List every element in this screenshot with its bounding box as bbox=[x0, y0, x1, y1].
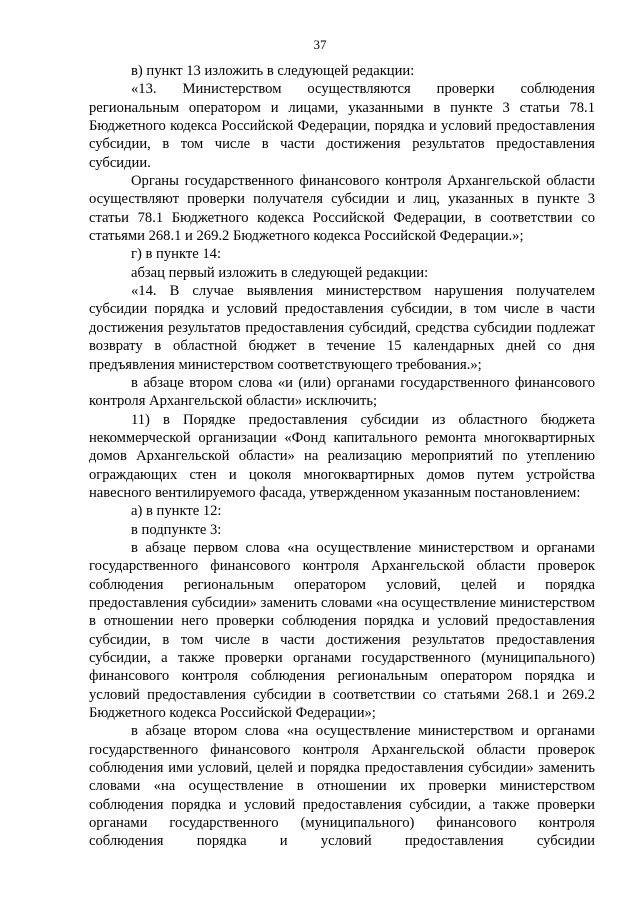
paragraph-first-abzats-replace: в абзаце первом слова «на осуществление министерством и органами государственного финансового контроля Архангельской области проверок соблюдения региональным оператором условий, целей и порядка предоставления субсидии» заменить словами «на осуществление министерством в отношении него проверки соблюдения порядка и условий предоставления субсидии, в том числе в части достижения результатов предоставления субсидии, а также проверки органами государственного (муниципального) финансового контроля соблюдения региональным оператором порядка и условий предоставления субсидии в соответствии со статьями 268.1 и 269.2 Бюджетного кодекса Российской Федерации»; bbox=[89, 539, 595, 722]
paragraph-clause-g: г) в пункте 14: bbox=[131, 246, 221, 263]
paragraph-second-abzats-replace: в абзаце втором слова «на осуществление министерством и органами государственного финансового контроля Архангельской области проверок соблюдения ими условий, целей и порядка предоставления субсидии» заменить словами «на осуществление в отношении их проверки министерством соблюдения порядка и условий предоставления субсидии, а также проверки органами государственного (муниципального) финансового контроля соблюдения порядка и условий предоставления субсидии bbox=[89, 723, 595, 850]
paragraph-item-11: 11) в Порядке предоставления субсидии из областного бюджета некоммерческой организации «Фонд капитального ремонта многоквартирных домов Архангельской области» на реализацию мероприятий по утеплению ограждающих стен и цоколя многоквартирных домов путем устройства навесного вентилируемого фасада, утвержденном указанным постановлением: bbox=[89, 411, 595, 501]
paragraph-second-abzats-exclude: в абзаце втором слова «и (или) органами государственного финансового контроля Архангельской области» исключить; bbox=[89, 374, 595, 410]
paragraph-clause-v: в) пункт 13 изложить в следующей редакции: bbox=[131, 63, 415, 79]
page-number: 37 bbox=[313, 37, 327, 52]
paragraph-clause-a: а) в пункте 12: bbox=[131, 503, 222, 520]
paragraph-subitem-3: в подпункте 3: bbox=[131, 521, 222, 538]
paragraph-item-13: «13. Министерством осуществляются проверки соблюдения региональным оператором и лицами, указанными в пункте 3 статьи 78.1 Бюджетного кодекса Российской Федерации, порядка и условий предоставления субсидии, в том числе в части достижения результатов предоставления субсидии. bbox=[89, 81, 595, 171]
document-body bbox=[89, 62, 595, 851]
paragraph-item-14: «14. В случае выявления министерством нарушения получателем субсидии порядка и условий предоставления субсидии, в том числе в части достижения результатов предоставления субсидий, средства субсидии подлежат возврату в областной бюджет в течение 15 календарных дней со дня предъявления министерством соответствующего требования.»; bbox=[89, 283, 595, 373]
paragraph-first-abzats: абзац первый изложить в следующей редакции: bbox=[131, 264, 429, 281]
paragraph-financial-control: Органы государственного финансового контроля Архангельской области осуществляют проверки получателя субсидии и лиц, указанных в пункте 3 статьи 78.1 Бюджетного кодекса Российской Федерации, в соответствии со статьями 268.1 и 269.2 Бюджетного кодекса Российской Федерации.»; bbox=[89, 173, 595, 245]
